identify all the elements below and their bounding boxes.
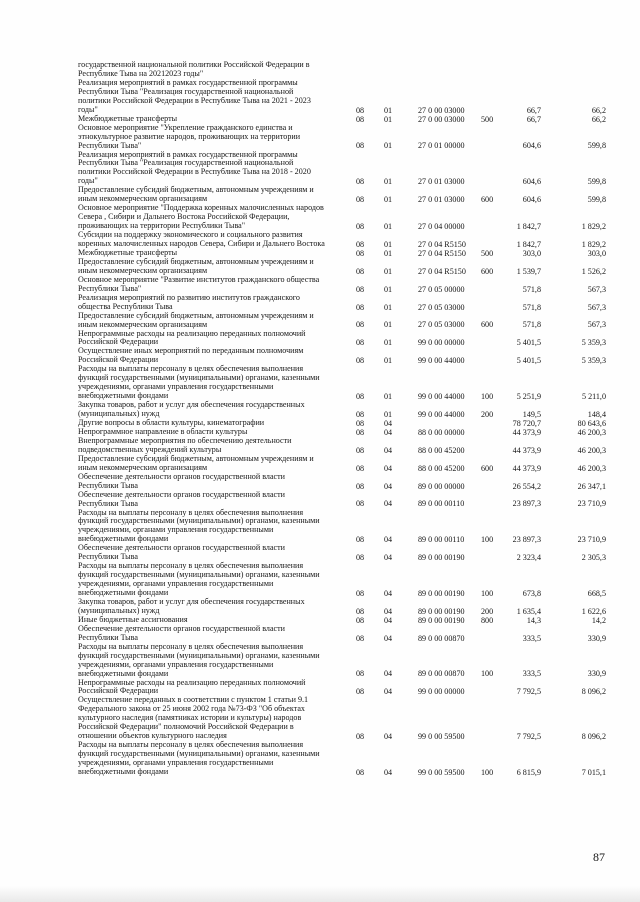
row-name: Межбюджетные трансферты <box>78 113 178 123</box>
expense-type-code: 600 <box>481 463 494 473</box>
row-name: Внепрограммные мероприятия по обеспечению деятельности подведомственных учреждений культуры <box>78 435 292 454</box>
subsection-code: 04 <box>384 463 393 473</box>
target-article-code: 89 0 00 00870 <box>418 633 465 643</box>
row-name: Закупка товаров, работ и услуг для обеспечения государственных (муниципальных) нужд <box>78 400 305 419</box>
row-name: Расходы на выплаты персоналу в целях обеспечения выполнения функций государственными (муниципальными) органами, казенными учреждениями, органами управления государственными внебюджетными фондами <box>78 641 320 678</box>
amount-year-1: 78 720,7 <box>512 418 541 428</box>
table-row <box>0 276 640 294</box>
table-row <box>0 598 640 616</box>
row-name: Непрограммные расходы на реализацию переданных полномочий Российской Федерации <box>78 677 306 696</box>
table-row <box>0 509 640 545</box>
subsection-code: 04 <box>384 687 393 697</box>
table-row <box>0 231 640 249</box>
row-name: Непрограммные расходы на реализацию переданных полномочий Российской Федерации <box>78 328 306 347</box>
amount-year-2: 599,8 <box>587 141 606 151</box>
row-name: Закупка товаров, работ и услуг для обеспечения государственных (муниципальных) нужд <box>78 597 305 615</box>
amount-year-2: 1 622,6 <box>581 606 606 616</box>
table-row <box>0 562 640 598</box>
subsection-code: 04 <box>384 732 393 742</box>
target-article-code: 27 0 01 03000 <box>418 195 465 205</box>
target-article-code: 27 0 04 R5150 <box>418 266 466 276</box>
section-code: 08 <box>356 633 365 643</box>
section-code: 08 <box>356 615 365 625</box>
table-row <box>0 696 640 741</box>
target-article-code: 89 0 00 00190 <box>418 615 465 625</box>
subsection-code: 01 <box>384 302 393 312</box>
table-row <box>0 741 640 777</box>
section-code: 08 <box>356 463 365 473</box>
amount-year-1: 7 792,5 <box>516 732 541 742</box>
target-article-code: 89 0 00 00110 <box>418 535 465 545</box>
row-name: государственной национальной политики Российской Федерации в Республике Тыва на 20212023 годы" <box>78 60 310 78</box>
table-row <box>0 186 640 204</box>
target-article-code: 27 0 00 03000 <box>418 105 465 115</box>
target-article-code: 99 0 00 00000 <box>418 338 465 348</box>
expense-type-code: 200 <box>481 409 494 419</box>
table-row <box>0 643 640 679</box>
amount-year-1: 66,7 <box>526 105 541 115</box>
expense-type-code: 100 <box>481 669 494 679</box>
table-row <box>0 294 640 312</box>
amount-year-1: 149,5 <box>522 409 541 419</box>
expense-type-code: 600 <box>481 195 494 205</box>
amount-year-2: 1 829,2 <box>581 239 606 249</box>
section-code: 08 <box>356 248 365 258</box>
section-code: 08 <box>356 338 365 348</box>
section-code: 08 <box>356 195 365 205</box>
table-row <box>0 365 640 401</box>
section-code: 08 <box>356 553 365 563</box>
amount-year-2: 303,0 <box>587 248 606 258</box>
amount-year-1: 303,0 <box>522 248 541 258</box>
section-code: 08 <box>356 687 365 697</box>
table-row <box>0 437 640 455</box>
amount-year-1: 571,8 <box>522 302 541 312</box>
amount-year-1: 23 897,3 <box>512 535 541 545</box>
table-row <box>0 455 640 473</box>
amount-year-2: 567,3 <box>587 302 606 312</box>
target-article-code: 99 0 00 44000 <box>418 356 465 366</box>
amount-year-2: 26 347,1 <box>577 481 606 491</box>
amount-year-2: 66,2 <box>591 114 606 124</box>
subsection-code: 01 <box>384 248 393 258</box>
target-article-code: 99 0 00 59500 <box>418 767 465 777</box>
target-article-code: 89 0 00 00190 <box>418 588 465 598</box>
subsection-code: 04 <box>384 418 393 428</box>
amount-year-2: 80 643,6 <box>577 418 606 428</box>
target-article-code: 27 0 01 03000 <box>418 177 465 187</box>
amount-year-1: 1 539,7 <box>516 266 541 276</box>
target-article-code: 27 0 01 00000 <box>418 141 465 151</box>
target-article-code: 27 0 05 00000 <box>418 284 465 294</box>
subsection-code: 01 <box>384 195 393 205</box>
target-article-code: 89 0 00 00190 <box>418 553 465 563</box>
amount-year-1: 673,8 <box>522 588 541 598</box>
target-article-code: 88 0 00 00000 <box>418 427 465 437</box>
amount-year-2: 5 211,0 <box>582 392 606 402</box>
section-code: 08 <box>356 105 365 115</box>
amount-year-1: 44 373,9 <box>512 427 541 437</box>
target-article-code: 99 0 00 44000 <box>418 392 465 402</box>
target-article-code: 89 0 00 00110 <box>418 499 465 509</box>
row-name: Другие вопросы в области культуры, кинематографии <box>78 418 265 427</box>
amount-year-1: 14,3 <box>526 615 541 625</box>
amount-year-2: 2 305,3 <box>581 553 606 563</box>
row-name: Предоставление субсидий бюджетным, автономным учреждениям и иным некоммерческим организациям <box>78 453 314 472</box>
amount-year-2: 330,9 <box>587 669 606 679</box>
row-name: Обеспечение деятельности органов государственной власти Республики Тыва <box>78 489 286 508</box>
row-name: Основное мероприятие "Укрепление гражданского единства и этнокультурное развитие народов, проживающих на территории Республики Тыва" <box>78 122 301 150</box>
expense-type-code: 100 <box>481 535 494 545</box>
table-row <box>0 151 640 187</box>
amount-year-2: 8 096,2 <box>581 732 606 742</box>
subsection-code: 04 <box>384 767 393 777</box>
amount-year-2: 46 200,3 <box>577 427 606 437</box>
subsection-code: 01 <box>384 105 393 115</box>
section-code: 08 <box>356 302 365 312</box>
row-name: Обеспечение деятельности органов государственной власти Республики Тыва <box>78 623 286 642</box>
row-name: Субсидии на поддержку экономического и социального развития коренных малочисленных народов Севера, Сибири и Дальнего Востока <box>78 230 325 249</box>
target-article-code: 89 0 00 00190 <box>418 606 465 616</box>
amount-year-2: 567,3 <box>587 320 606 330</box>
row-name: Реализация мероприятий по развитию институтов гражданского общества Республики Тыва <box>78 292 300 311</box>
row-name: Основное мероприятие "Развитие институтов гражданского общества Республики Тыва" <box>78 274 320 293</box>
table-row <box>0 204 640 231</box>
target-article-code: 89 0 00 00870 <box>418 669 465 679</box>
table-row <box>0 679 640 697</box>
subsection-code: 04 <box>384 588 393 598</box>
row-name: Реализация мероприятий в рамках государственной программы Республики Тыва "Реализация государственной национальной политики Российской Федерации в Республике Тыва на 2018 - 2020 годы" <box>78 149 311 186</box>
subsection-code: 01 <box>384 284 393 294</box>
amount-year-2: 1 829,2 <box>581 221 606 231</box>
amount-year-1: 7 792,5 <box>516 687 541 697</box>
amount-year-1: 1 842,7 <box>516 239 541 249</box>
expense-type-code: 100 <box>481 392 494 402</box>
amount-year-1: 44 373,9 <box>512 463 541 473</box>
section-code: 08 <box>356 177 365 187</box>
amount-year-1: 26 554,2 <box>512 481 541 491</box>
table-row <box>0 401 640 419</box>
subsection-code: 04 <box>384 481 393 491</box>
amount-year-2: 5 359,3 <box>581 338 606 348</box>
section-code: 08 <box>356 767 365 777</box>
subsection-code: 04 <box>384 445 393 455</box>
amount-year-2: 14,2 <box>591 615 606 625</box>
amount-year-1: 333,5 <box>522 633 541 643</box>
amount-year-1: 1 842,7 <box>516 221 541 231</box>
section-code: 08 <box>356 239 365 249</box>
table-row <box>0 473 640 491</box>
table-row <box>0 61 640 79</box>
amount-year-1: 44 373,9 <box>512 445 541 455</box>
amount-year-1: 604,6 <box>522 141 541 151</box>
section-code: 08 <box>356 221 365 231</box>
subsection-code: 04 <box>384 535 393 545</box>
row-name: Межбюджетные трансферты <box>78 248 178 257</box>
subsection-code: 04 <box>384 633 393 643</box>
amount-year-1: 5 401,5 <box>516 338 541 348</box>
row-name: Основное мероприятие "Поддержка коренных малочисленных народов Севера , Сибири и Дальнего Востока Российской Федерации, проживающих на территории Республики Тыва" <box>78 203 324 231</box>
section-code: 08 <box>356 114 365 124</box>
amount-year-2: 66,2 <box>591 105 606 115</box>
target-article-code: 27 0 00 03000 <box>418 114 465 124</box>
amount-year-1: 6 815,9 <box>516 767 541 777</box>
expense-type-code: 100 <box>481 767 494 777</box>
subsection-code: 01 <box>384 177 393 187</box>
target-article-code: 99 0 00 59500 <box>418 732 465 742</box>
target-article-code: 99 0 00 44000 <box>418 409 465 419</box>
target-article-code: 27 0 04 R5150 <box>418 248 466 258</box>
expense-type-code: 600 <box>481 266 494 276</box>
amount-year-2: 7 015,1 <box>581 767 606 777</box>
subsection-code: 04 <box>384 615 393 625</box>
target-article-code: 88 0 00 45200 <box>418 463 465 473</box>
section-code: 08 <box>356 141 365 151</box>
subsection-code: 04 <box>384 499 393 509</box>
row-name: Непрограммное направление в области культуры <box>78 426 248 436</box>
subsection-code: 04 <box>384 553 393 563</box>
section-code: 08 <box>356 588 365 598</box>
expense-type-code: 100 <box>481 588 494 598</box>
section-code: 08 <box>356 535 365 545</box>
row-name: Осуществление переданных в соответствии с пунктом 1 статьи 9.1 Федерального закона от 25 июня 2002 года №73-ФЗ "Об объектах культурного наследия (памятниках истории и культуры) народов Российской Федерации" полномочий Российской Федерации в отношении объектов культурного наследия <box>78 695 309 741</box>
section-code: 08 <box>356 499 365 509</box>
section-code: 08 <box>356 356 365 366</box>
amount-year-1: 333,5 <box>522 669 541 679</box>
amount-year-2: 599,8 <box>587 177 606 187</box>
table-row <box>0 347 640 365</box>
amount-year-2: 46 200,3 <box>577 445 606 455</box>
section-code: 08 <box>356 392 365 402</box>
row-name: Осуществление иных мероприятий по переданным полномочиям Российской Федерации <box>78 346 304 365</box>
section-code: 08 <box>356 409 365 419</box>
section-code: 08 <box>356 284 365 294</box>
target-article-code: 88 0 00 45200 <box>418 445 465 455</box>
row-name: Предоставление субсидий бюджетным, автономным учреждениям и иным некоммерческим организациям <box>78 256 314 275</box>
table-row <box>0 312 640 330</box>
table-row <box>0 124 640 151</box>
row-name: Реализация мероприятий в рамках государственной программы Республики Тыва "Реализация государственной национальной политики Российской Федерации в Республике Тыва на 2021 - 2023 годы" <box>78 77 311 114</box>
amount-year-2: 330,9 <box>587 633 606 643</box>
amount-year-1: 571,8 <box>522 284 541 294</box>
subsection-code: 01 <box>384 338 393 348</box>
row-name: Предоставление субсидий бюджетным, автономным учреждениям и иным некоммерческим организациям <box>78 310 314 329</box>
amount-year-2: 1 526,2 <box>581 266 606 276</box>
amount-year-2: 8 096,2 <box>581 687 606 697</box>
row-name: Расходы на выплаты персоналу в целях обеспечения выполнения функций государственными (муниципальными) органами, казенными учреждениями, органами управления государственными внебюджетными фондами <box>78 561 320 598</box>
row-name: Расходы на выплаты персоналу в целях обеспечения выполнения функций государственными (муниципальными) органами, казенными учреждениями, органами управления государственными внебюджетными фондами <box>78 740 320 777</box>
row-name: Обеспечение деятельности органов государственной власти Республики Тыва <box>78 543 286 562</box>
subsection-code: 01 <box>384 221 393 231</box>
table-row <box>0 79 640 115</box>
expense-type-code: 200 <box>481 606 494 616</box>
subsection-code: 01 <box>384 114 393 124</box>
row-name: Предоставление субсидий бюджетным, автономным учреждениям и иным некоммерческим организациям <box>78 185 314 204</box>
amount-year-2: 23 710,9 <box>577 499 606 509</box>
row-name: Обеспечение деятельности органов государственной власти Республики Тыва <box>78 471 286 490</box>
amount-year-1: 23 897,3 <box>512 499 541 509</box>
target-article-code: 89 0 00 00000 <box>418 481 465 491</box>
row-name: Иные бюджетные ассигнования <box>78 614 188 624</box>
subsection-code: 04 <box>384 427 393 437</box>
table-row <box>0 258 640 276</box>
row-name: Расходы на выплаты персоналу в целях обеспечения выполнения функций государственными (муниципальными) органами, казенными учреждениями, органами управления государственными внебюджетными фондами <box>78 507 320 544</box>
table-row <box>0 491 640 509</box>
amount-year-2: 5 359,3 <box>581 356 606 366</box>
subsection-code: 01 <box>384 266 393 276</box>
table-row <box>0 330 640 348</box>
amount-year-2: 599,8 <box>587 195 606 205</box>
page-number: 87 <box>593 850 605 864</box>
section-code: 08 <box>356 418 365 428</box>
table-row <box>0 544 640 562</box>
row-name: Расходы на выплаты персоналу в целях обеспечения выполнения функций государственными (муниципальными) органами, казенными учреждениями, органами управления государственными внебюджетными фондами <box>78 364 320 401</box>
amount-year-1: 604,6 <box>522 195 541 205</box>
target-article-code: 27 0 04 00000 <box>418 221 465 231</box>
subsection-code: 04 <box>384 606 393 616</box>
section-code: 08 <box>356 320 365 330</box>
section-code: 08 <box>356 427 365 437</box>
section-code: 08 <box>356 606 365 616</box>
amount-year-1: 5 251,9 <box>516 392 541 402</box>
amount-year-1: 5 401,5 <box>516 356 541 366</box>
amount-year-2: 46 200,3 <box>577 463 606 473</box>
section-code: 08 <box>356 266 365 276</box>
subsection-code: 04 <box>384 669 393 679</box>
subsection-code: 01 <box>384 392 393 402</box>
amount-year-1: 604,6 <box>522 177 541 187</box>
subsection-code: 01 <box>384 239 393 249</box>
amount-year-1: 2 323,4 <box>516 553 541 563</box>
section-code: 08 <box>356 732 365 742</box>
amount-year-2: 567,3 <box>587 284 606 294</box>
expense-type-code: 800 <box>481 615 494 625</box>
amount-year-2: 668,5 <box>587 588 606 598</box>
expense-type-code: 500 <box>481 248 494 258</box>
amount-year-1: 66,7 <box>526 114 541 124</box>
subsection-code: 01 <box>384 320 393 330</box>
section-code: 08 <box>356 445 365 455</box>
amount-year-1: 571,8 <box>522 320 541 330</box>
target-article-code: 99 0 00 00000 <box>418 687 465 697</box>
target-article-code: 27 0 04 R5150 <box>418 239 466 249</box>
expense-type-code: 500 <box>481 114 494 124</box>
section-code: 08 <box>356 669 365 679</box>
target-article-code: 27 0 05 03000 <box>418 320 465 330</box>
amount-year-2: 23 710,9 <box>577 535 606 545</box>
table-row <box>0 625 640 643</box>
subsection-code: 01 <box>384 141 393 151</box>
subsection-code: 01 <box>384 356 393 366</box>
target-article-code: 27 0 05 03000 <box>418 302 465 312</box>
subsection-code: 01 <box>384 409 393 419</box>
expense-type-code: 600 <box>481 320 494 330</box>
amount-year-1: 1 635,4 <box>516 606 541 616</box>
amount-year-2: 148,4 <box>587 409 606 419</box>
section-code: 08 <box>356 481 365 491</box>
